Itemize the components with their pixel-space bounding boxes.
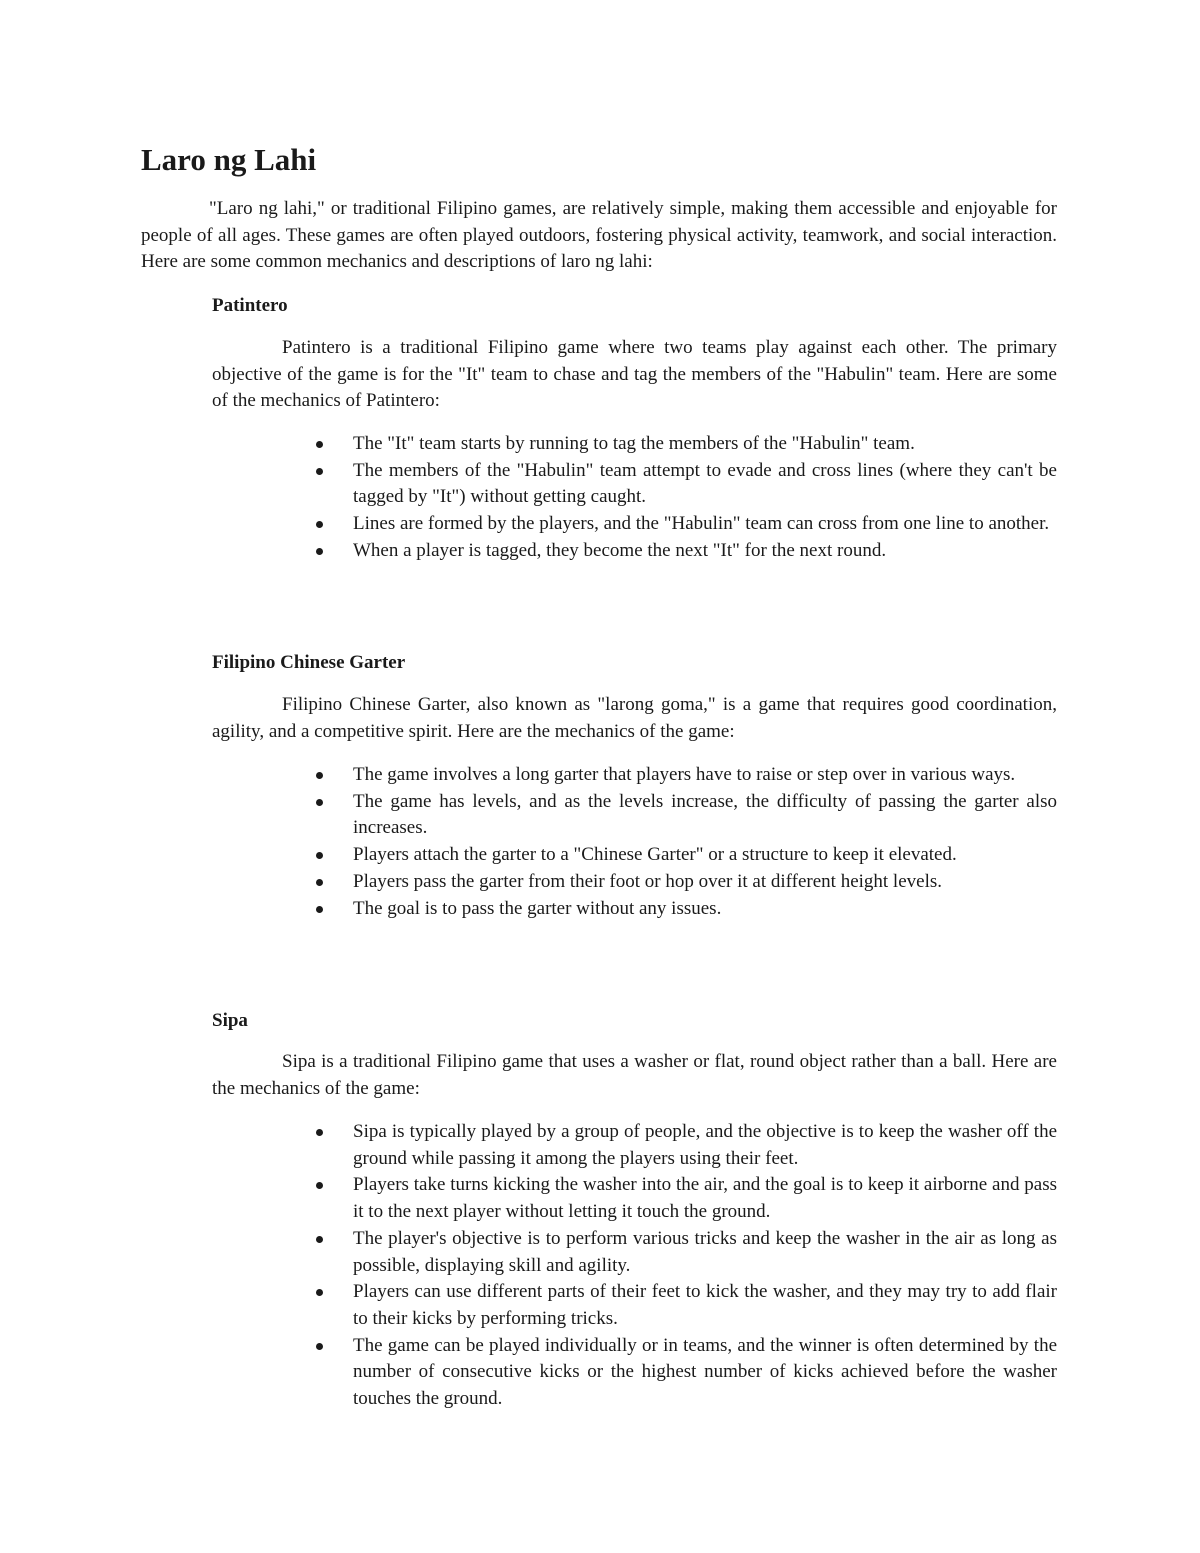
list-item: Lines are formed by the players, and the "Habulin" team can cross from one line to another. [353,511,1057,538]
section-paragraph-sipa: Sipa is a traditional Filipino game that uses a washer or flat, round object rather than a ball. Here are the mechanics of the game: [212,1051,1057,1099]
section-paragraph-chinese-garter: Filipino Chinese Garter, also known as "larong goma," is a game that requires good coordination, agility, and a competitive spirit. Here are the mechanics of the game: [212,694,1057,742]
list-item: The members of the "Habulin" team attempt to evade and cross lines (where they can't be tagged by "It") without getting caught. [353,458,1057,511]
list-item: Players pass the garter from their foot or hop over it at different height levels. [353,869,1057,896]
section-heading-patintero: Patintero [212,295,288,316]
list-item: The game has levels, and as the levels increase, the difficulty of passing the garter also increases. [353,789,1057,842]
list-item: When a player is tagged, they become the next "It" for the next round. [353,538,1057,565]
list-item: Players attach the garter to a "Chinese Garter" or a structure to keep it elevated. [353,842,1057,869]
list-item: Players can use different parts of their feet to kick the washer, and they may try to add flair to their kicks by performing tricks. [353,1279,1057,1332]
bullet-list-chinese-garter [353,762,1057,922]
list-item: The goal is to pass the garter without any issues. [353,896,1057,923]
section-heading-chinese-garter: Filipino Chinese Garter [212,652,406,673]
intro-paragraph: "Laro ng lahi," or traditional Filipino games, are relatively simple, making them accessible and enjoyable for people of all ages. These games are often played outdoors, fostering physical activity, teamwork, and social interaction. Here are some common mechanics and descriptions of laro ng lahi: [141,198,1057,273]
list-item: The "It" team starts by running to tag the members of the "Habulin" team. [353,431,1057,458]
list-item: The player's objective is to perform various tricks and keep the washer in the air as long as possible, displaying skill and agility. [353,1226,1057,1279]
list-item: Players take turns kicking the washer into the air, and the goal is to keep it airborne and pass it to the next player without letting it touch the ground. [353,1172,1057,1225]
section-heading-sipa: Sipa [212,1010,248,1031]
list-item: The game involves a long garter that players have to raise or step over in various ways. [353,762,1057,789]
bullet-list-sipa [353,1119,1057,1413]
document-title: Laro ng Lahi [141,142,317,177]
list-item: The game can be played individually or in teams, and the winner is often determined by the number of consecutive kicks or the highest number of kicks achieved before the washer touches the ground. [353,1333,1057,1413]
section-paragraph-patintero: Patintero is a traditional Filipino game where two teams play against each other. The primary objective of the game is for the "It" team to chase and tag the members of the "Habulin" team. Here are some of the mechanics of Patintero: [212,337,1057,412]
bullet-list-patintero [353,431,1057,565]
list-item: Sipa is typically played by a group of people, and the objective is to keep the washer off the ground while passing it among the players using their feet. [353,1119,1057,1172]
